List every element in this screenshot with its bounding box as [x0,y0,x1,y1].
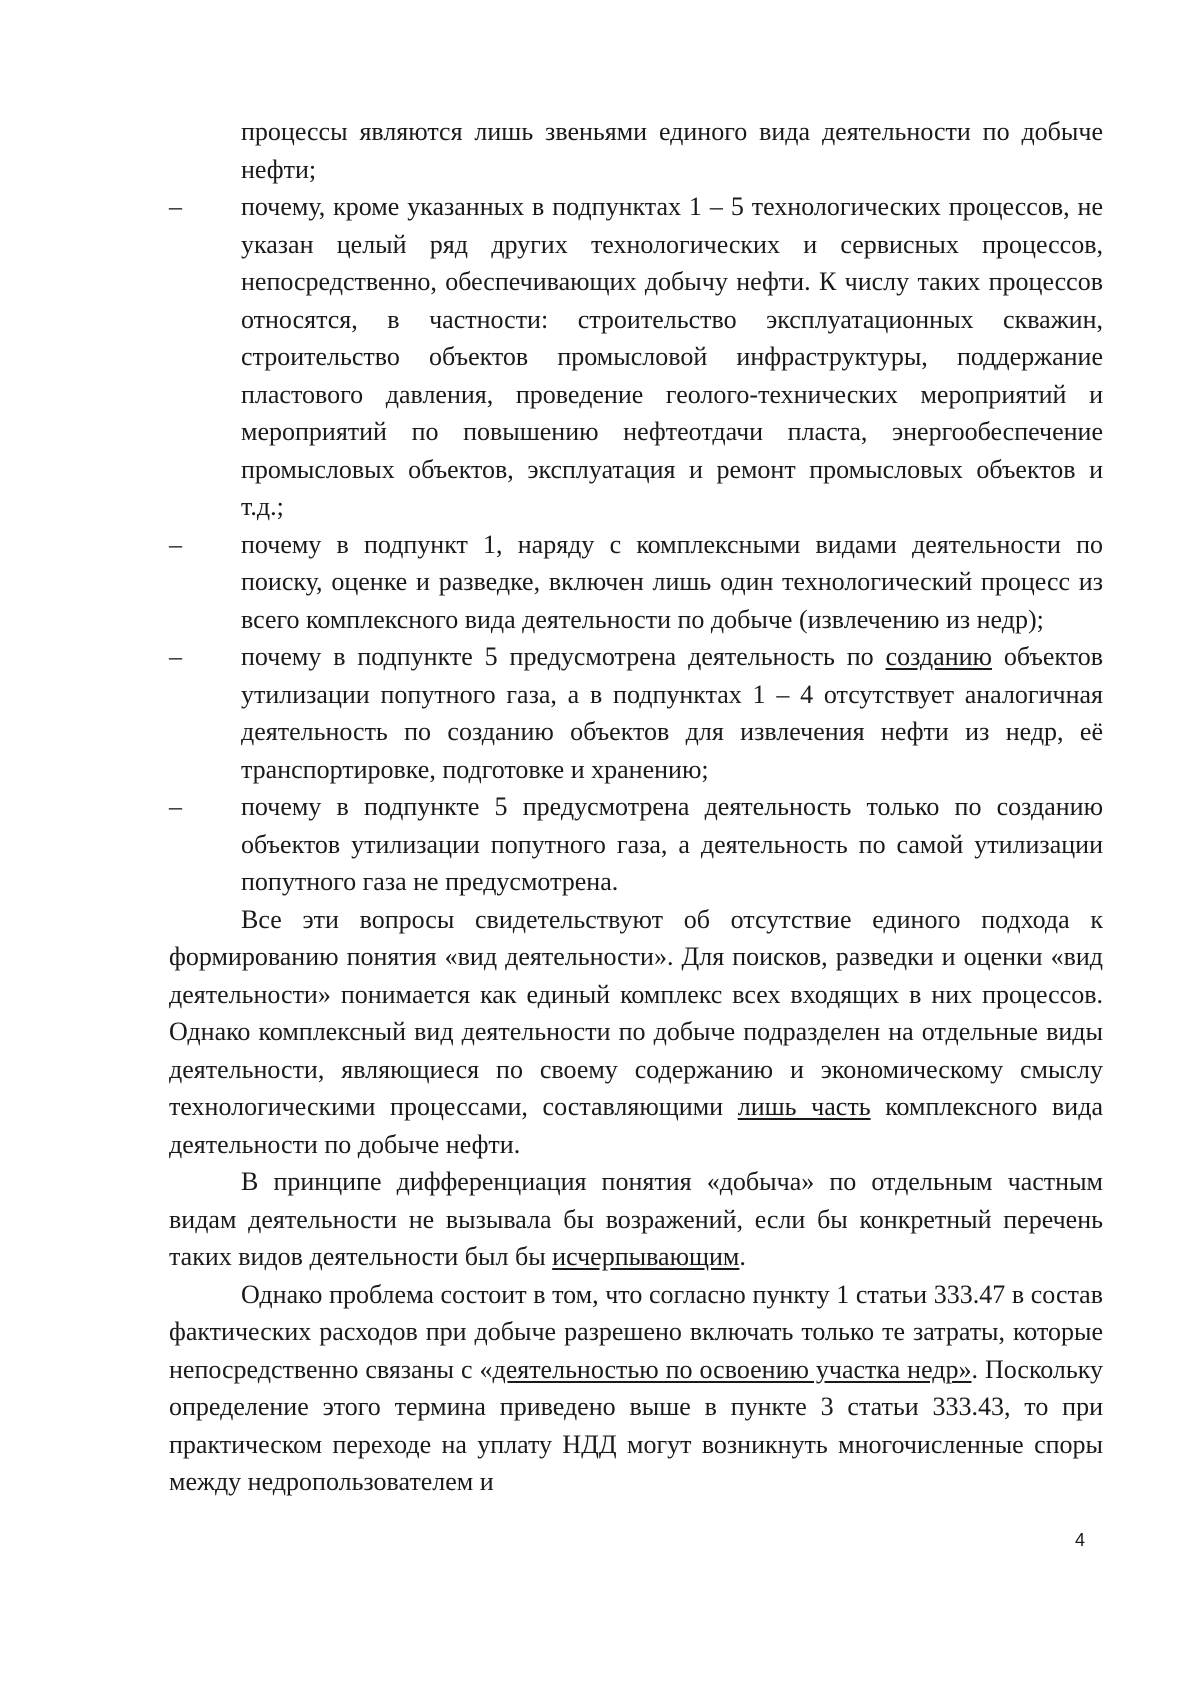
bullet-item [169,188,1103,526]
continuation-text: процессы являются лишь звеньями единого вида деятельности по добыче нефти; [241,117,1103,184]
bullet-dash: – [169,792,182,821]
paragraph [169,1276,1103,1501]
paragraph-text: . [739,1242,746,1271]
bullet-text: почему, кроме указанных в подпунктах 1 – 5 технологических процессов, не указан целый ряд других технологических и сервисных процессов, непосредственно, обеспечивающих добычу нефти. К числу таких процессов относятся, в частности: строительство эксплуатационных скважин, строительство объектов промысловой инфраструктуры, поддержание пластового давления, проведение геолого-технических мероприятий и мероприятий по повышению нефтеотдачи пласта, энергообеспечение промысловых объектов, эксплуатация и ремонт промысловых объектов и т.д.; [241,192,1103,521]
paragraph [169,901,1103,1164]
paragraph-text: . Поскольку определение этого термина приведено выше в пункте 3 статьи 333.43, то при практическом переходе на уплату НДД могут возникнуть многочисленные споры между недропользователем и [169,1354,1104,1496]
underlined-text: исчерпывающим [552,1242,740,1271]
bullet-item [169,526,1103,639]
page-number: 4 [1075,1530,1086,1550]
paragraph-text: В принципе дифференциация понятия «добыча» по отдельным частным видам деятельности не вызывала бы возражений, если бы конкретный перечень таких видов деятельности был бы [169,1167,1103,1271]
bullet-item [169,788,1103,901]
bullet-dash: – [169,192,182,221]
underlined-text: деятельностью по освоению участка недр» [492,1354,972,1384]
document-body [169,113,1103,1501]
bullet-item [169,638,1103,788]
paragraph [169,1163,1103,1276]
underlined-text: лишь часть [737,1092,871,1121]
bullet-text: почему в подпункте 5 предусмотрена деятельность по [241,642,886,671]
bullet-dash: – [169,642,182,671]
bullet-text: почему в подпункт 1, наряду с комплексными видами деятельности по поиску, оценке и разведке, включен лишь один технологический процесс из всего комплексного вида деятельности по добыче (извлечению из недр); [241,529,1103,634]
paragraph-text: Однако проблема состоит в том, что согласно пункту 1 статьи 333.47 в состав фактических расходов при добыче разрешено включать только те затраты, которые непосредственно связаны с « [169,1279,1103,1384]
bullet-text: объектов утилизации попутного газа, а в подпунктах 1 – 4 отсутствует аналогичная деятельность по созданию объектов для извлечения нефти из недр, её транспортировке, подготовке и хранению; [241,642,1103,784]
paragraph-text: Все эти вопросы свидетельствуют об отсутствие единого подхода к формированию понятия «вид деятельности». Для поисков, разведки и оценки «вид деятельности» понимается как единый комплекс всех входящих в них процессов. Однако комплексный вид деятельности по добыче подразделен на отдельные виды деятельности, являющиеся по своему содержанию и экономическому смыслу технологическими процессами, составляющими [169,904,1103,1121]
bullet-dash: – [169,529,182,559]
paragraph-text: комплексного вида деятельности по добыче нефти. [169,1092,1103,1159]
bullet-text: почему в подпункте 5 предусмотрена деятельность только по созданию объектов утилизации попутного газа, а деятельность по самой утилизации попутного газа не предусмотрена. [241,792,1103,896]
underlined-text: созданию [885,642,992,671]
